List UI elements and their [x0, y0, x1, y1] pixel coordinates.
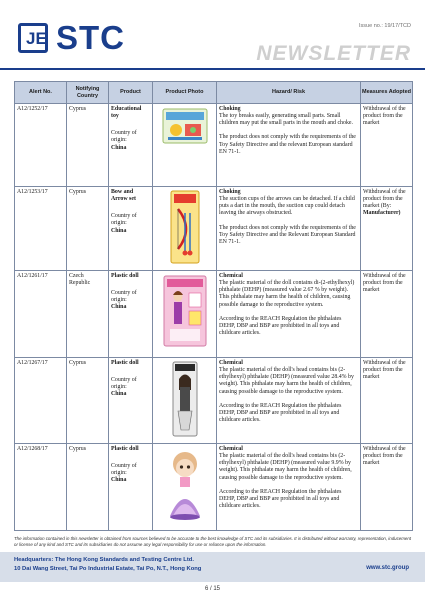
hazard-description: The plastic material of the doll's head contains bis (2-ethylhexyl) phthalate (DEHP) (measured value 9.9% by weight). This phthalate may harm the health of children, causing possible damage to the reproductive system.	[219, 452, 352, 481]
hq-line-2: 10 Dai Wang Street, Tai Po Industrial Estate, Tai Po, N.T., Hong Kong	[14, 565, 202, 572]
hazard-type: Chemical	[219, 359, 243, 366]
header-divider	[0, 68, 425, 70]
table-row	[15, 104, 413, 187]
hazard-type: Choking	[219, 188, 241, 195]
column-header-country: Notifying Country	[67, 82, 109, 104]
origin-value: China	[111, 477, 127, 484]
product-photo-cell	[153, 358, 217, 444]
table-row	[15, 187, 413, 271]
measures-cell	[361, 187, 413, 271]
product-photo-cell	[153, 444, 217, 531]
issue-number: Issue no.: 19/17/TCD	[359, 23, 411, 29]
measures-adopted: Withdrawal of the product from the market (By:	[363, 188, 406, 209]
product-name: Plastic doll	[111, 445, 139, 452]
hazard-description: The plastic material of the doll contains di-(2-ethylhexyl) phthalate (DEHP) (measured value 2.67 % by weight). This phthalate may harm the health of children, causing possible damage to the reproductive system.	[219, 279, 355, 308]
hazard-cell	[217, 271, 361, 358]
alert-number: A12/1267/17	[15, 358, 67, 444]
hq-line-1: Headquarters: The Hong Kong Standards and Testing Centre Ltd.	[14, 557, 194, 563]
measures-by: Manufacturer)	[363, 210, 401, 217]
table-row	[15, 271, 413, 358]
hazard-compliance-note: According to the REACH Regulation the phthalates DEHP, DBP and BBP are prohibited in all toys and childcare articles.	[219, 488, 342, 510]
hazard-cell	[217, 104, 361, 187]
origin-label: Country of origin:	[111, 130, 137, 144]
newsletter-title: NEWSLETTER	[256, 42, 411, 65]
table-row	[15, 444, 413, 531]
origin-label: Country of origin:	[111, 213, 137, 227]
product-photo-bow-and-arrow	[155, 189, 214, 265]
hazard-compliance-note: The product does not comply with the requirements of the Toy Safety Directive and the relevant European standard EN 71-1.	[219, 134, 356, 155]
column-header-photo: Product Photo	[153, 82, 217, 104]
column-header-product: Product	[109, 82, 153, 104]
origin-label: Country of origin:	[111, 376, 137, 390]
notifying-country: Cyprus	[67, 187, 109, 271]
measures-adopted: Withdrawal of the product from the market	[361, 104, 413, 187]
product-name: Educational toy	[111, 105, 142, 119]
product-cell	[109, 358, 153, 444]
measures-adopted: Withdrawal of the product from the market	[361, 271, 413, 358]
hazard-cell	[217, 358, 361, 444]
alert-number: A12/1261/17	[15, 271, 67, 358]
alerts-table	[14, 81, 413, 531]
product-photo-plastic-doll	[155, 360, 214, 438]
product-cell	[109, 104, 153, 187]
origin-value: China	[111, 227, 127, 234]
product-photo-educational-toy	[155, 106, 214, 146]
product-name: Bow and Arrow set	[111, 188, 136, 202]
origin-value: China	[111, 144, 127, 151]
website-link[interactable]: www.stc.group	[366, 565, 409, 571]
hazard-cell	[217, 444, 361, 531]
table-row	[15, 358, 413, 444]
measures-adopted: Withdrawal of the product from the market	[361, 444, 413, 531]
alert-number: A12/1252/17	[15, 104, 67, 187]
notifying-country: Cyprus	[67, 358, 109, 444]
notifying-country: Czech Republic	[67, 271, 109, 358]
stc-logo-text: STC	[56, 19, 125, 56]
origin-label: Country of origin:	[111, 462, 137, 476]
origin-value: China	[111, 391, 127, 398]
hazard-cell	[217, 187, 361, 271]
stc-logo-mark: JE	[18, 23, 48, 53]
hazard-description: The suction cups of the arrows can be detached. If a child puts a dart in the mouth, the suction cup could detach leaving the airways obstructed.	[219, 195, 355, 217]
hazard-type: Chemical	[219, 445, 243, 452]
stc-logo	[18, 19, 125, 56]
hazard-description: The plastic material of the doll's head contains bis (2-ethylhexyl) phthalate (DEHP) (measured value 28.4% by weight). This phthalate may harm the health of children, causing possible damage to the reproductive system.	[219, 366, 354, 395]
product-cell	[109, 444, 153, 531]
alert-number: A12/1253/17	[15, 187, 67, 271]
hazard-type: Choking	[219, 105, 241, 112]
hazard-compliance-note: According to the REACH Regulation the phthalates DEHP, DBP and BBP are prohibited in all toys and childcare articles.	[219, 315, 342, 337]
notifying-country: Cyprus	[67, 104, 109, 187]
column-header-alert-no: Alert No.	[15, 82, 67, 104]
headquarters-address	[14, 556, 201, 573]
product-name: Plastic doll	[111, 359, 139, 366]
hazard-compliance-note: The product does not comply with the requirements of the Toy Safety Directive and the Relevant European Standard EN 71-1.	[219, 224, 356, 245]
column-header-hazard: Hazard/ Risk	[217, 82, 361, 104]
column-header-measures: Measures Adopted	[361, 82, 413, 104]
notifying-country: Cyprus	[67, 444, 109, 531]
page-header	[0, 0, 425, 75]
product-photo-plastic-doll	[155, 446, 214, 522]
origin-label: Country of origin:	[111, 289, 137, 303]
alert-number: A12/1268/17	[15, 444, 67, 531]
product-photo-plastic-doll	[155, 273, 214, 349]
product-photo-cell	[153, 271, 217, 358]
hazard-compliance-note: According to the REACH Regulation the phthalates DEHP, DBP and BBP are prohibited in all toys and childcare articles.	[219, 402, 342, 424]
origin-value: China	[111, 304, 127, 311]
table-header-row	[15, 82, 413, 104]
page-number: 6 / 15	[204, 586, 220, 592]
product-photo-cell	[153, 187, 217, 271]
product-cell	[109, 271, 153, 358]
product-photo-cell	[153, 104, 217, 187]
measures-adopted: Withdrawal of the product from the market	[361, 358, 413, 444]
hazard-type: Chemical	[219, 272, 243, 279]
product-name: Plastic doll	[111, 272, 139, 279]
disclaimer-text: The information contained in this newsletter is obtained from sources believed to be accurate to the best knowledge of STC and its subsidiaries. It is distributed without warranty, representation, inducement or license of any kind and STC and its subsidiaries do not assume any legal responsibility for use or reliance upon the information.	[14, 536, 411, 547]
product-cell	[109, 187, 153, 271]
hazard-description: The toy breaks easily, generating small parts. Small children may put the small parts in the mouth and choke.	[219, 112, 353, 126]
